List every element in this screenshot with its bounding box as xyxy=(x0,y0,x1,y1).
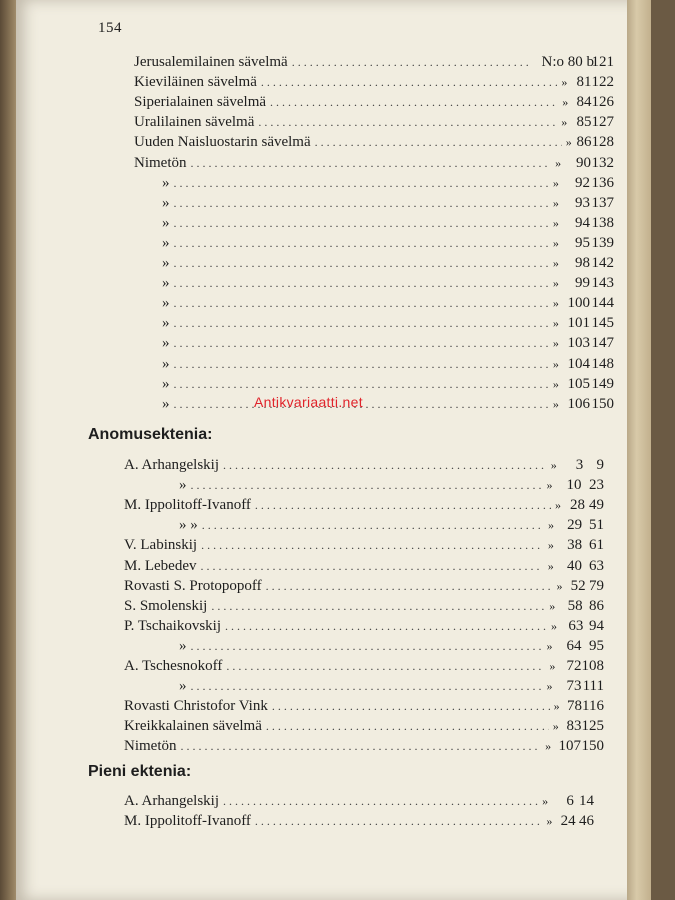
entry-page: 147 xyxy=(591,335,614,352)
dot-leader xyxy=(258,112,557,132)
entry-page: 111 xyxy=(582,678,604,695)
dot-leader xyxy=(181,736,541,756)
entry-name: Jerusalemilainen sävelmä xyxy=(134,54,288,70)
entry-page: 139 xyxy=(591,234,614,251)
entry-name: » xyxy=(162,375,170,392)
dot-leader xyxy=(266,716,549,736)
ditto-mark: » xyxy=(551,618,558,633)
ditto-mark: » xyxy=(553,699,560,714)
dot-leader xyxy=(174,193,548,213)
entry-number: 90 xyxy=(575,154,591,171)
index-row xyxy=(162,293,614,313)
ditto-mark: » xyxy=(547,518,554,533)
entry-name: A. Tschesnokoff xyxy=(124,658,223,674)
entry-name: » xyxy=(179,477,187,494)
entry-page: 63 xyxy=(589,557,604,574)
dot-leader xyxy=(223,455,546,475)
index-row xyxy=(124,535,604,555)
entry-number: 52 xyxy=(570,577,586,594)
index-row xyxy=(162,354,614,374)
ditto-mark: » xyxy=(561,75,568,90)
dot-leader xyxy=(211,596,544,616)
entry-number: 86 xyxy=(576,134,592,151)
index-row xyxy=(134,52,614,72)
entry-page: 150 xyxy=(591,395,614,412)
index-row xyxy=(124,811,594,831)
dot-leader xyxy=(174,273,548,293)
ditto-mark: » xyxy=(545,739,552,754)
entry-page: 145 xyxy=(591,315,614,332)
dot-leader xyxy=(191,153,551,173)
dot-leader xyxy=(191,676,542,696)
dot-leader xyxy=(174,213,548,233)
entry-page: 142 xyxy=(591,255,614,271)
entry-page: 128 xyxy=(591,134,614,151)
dot-leader xyxy=(201,535,543,555)
index-row xyxy=(134,112,614,132)
entry-name: M. Ippolitoff-Ivanoff xyxy=(124,813,251,830)
entry-page: 125 xyxy=(581,718,604,735)
dot-leader xyxy=(191,636,542,656)
entry-name: Rovasti Christofor Vink xyxy=(124,698,268,715)
dot-leader xyxy=(266,576,553,596)
entry-number: 105 xyxy=(567,375,591,392)
ditto-mark: » xyxy=(552,256,559,270)
entry-number: 107 xyxy=(558,738,581,755)
entry-name: Uuden Naisluostarin sävelmä xyxy=(134,134,311,151)
entry-number: 106 xyxy=(567,395,591,412)
ditto-mark: » xyxy=(546,638,553,653)
page-number: 154 xyxy=(98,20,122,36)
dot-leader xyxy=(191,475,542,495)
index-row xyxy=(179,515,604,535)
entry-number: 83 xyxy=(566,718,582,735)
entry-name: » xyxy=(162,255,170,271)
entry-number: 94 xyxy=(575,214,591,231)
index-row xyxy=(124,736,604,756)
entry-page: 148 xyxy=(591,355,614,372)
entry-number: 98 xyxy=(575,255,591,271)
dot-leader xyxy=(315,132,562,152)
index-row xyxy=(134,72,614,92)
entry-page: 61 xyxy=(589,537,605,554)
entry-name: Kreikkalainen sävelmä xyxy=(124,718,262,735)
dot-leader xyxy=(174,313,548,333)
entry-name: » xyxy=(179,678,187,695)
index-row xyxy=(124,576,604,596)
entry-page: 143 xyxy=(591,275,614,292)
entry-number: 64 xyxy=(566,637,582,654)
index-row xyxy=(124,596,604,616)
ditto-mark: » xyxy=(549,598,556,613)
index-row xyxy=(134,132,614,152)
ditto-mark: » xyxy=(552,336,559,351)
dot-leader xyxy=(174,173,548,193)
entry-number: 85 xyxy=(576,114,592,131)
entry-number: 24 xyxy=(560,813,576,830)
index-row xyxy=(124,495,604,515)
entry-name: M. Lebedev xyxy=(124,557,197,574)
index-row xyxy=(162,233,614,253)
ditto-mark: » xyxy=(562,95,569,110)
entry-page: 14 xyxy=(579,793,595,809)
dot-leader xyxy=(174,333,548,353)
entry-page: 86 xyxy=(589,597,604,614)
entry-number: 3 xyxy=(575,457,584,473)
entry-name: » » xyxy=(179,517,198,534)
entry-name: M. Ippolitoff-Ivanoff xyxy=(124,497,251,514)
index-row xyxy=(162,273,614,293)
entry-number: 73 xyxy=(566,678,582,695)
entry-name: » xyxy=(162,335,170,352)
ditto-mark: » xyxy=(565,135,572,150)
entry-name: V. Labinskij xyxy=(124,537,198,554)
entry-page: 116 xyxy=(582,698,604,715)
ditto-mark: » xyxy=(552,215,559,230)
entry-number: 38 xyxy=(567,537,583,554)
dot-leader xyxy=(223,791,538,811)
dot-leader xyxy=(174,354,548,374)
index-row xyxy=(124,716,604,736)
entry-name: Nimetön xyxy=(124,738,177,755)
entry-number: 92 xyxy=(575,174,591,191)
dot-leader xyxy=(200,556,542,576)
entry-number: 103 xyxy=(567,335,591,352)
ditto-mark: » xyxy=(552,175,559,190)
entry-number: 104 xyxy=(567,355,591,372)
entry-page: 150 xyxy=(581,738,604,755)
index-row xyxy=(162,394,614,414)
entry-page: 136 xyxy=(591,174,614,191)
entry-name: » xyxy=(162,355,170,372)
entry-page: 51 xyxy=(589,517,604,534)
dot-leader xyxy=(255,495,551,515)
entry-name: A. Arhangelskij xyxy=(124,457,219,473)
ditto-mark: » xyxy=(549,659,556,673)
entry-page: 79 xyxy=(589,577,604,594)
entry-name: » xyxy=(162,214,170,231)
entry-number: 6 xyxy=(566,793,574,809)
index-row xyxy=(124,556,604,576)
index-row xyxy=(162,173,614,193)
section-heading-pieni-ektenia: Pieni ektenia: xyxy=(88,763,192,780)
index-row xyxy=(124,656,604,676)
entry-page: 137 xyxy=(591,194,614,211)
ditto-mark: » xyxy=(555,155,562,170)
entry-name: » xyxy=(162,395,170,412)
entry-number: 84 xyxy=(576,94,592,111)
entry-number: 10 xyxy=(566,477,582,494)
ditto-mark: » xyxy=(552,235,559,250)
ditto-mark: » xyxy=(550,458,557,472)
index-row xyxy=(134,92,614,112)
index-row xyxy=(179,636,604,656)
entry-number: 40 xyxy=(567,557,583,574)
entry-page: 9 xyxy=(596,457,604,473)
ditto-mark: » xyxy=(547,558,554,573)
dot-leader xyxy=(174,233,548,253)
index-row xyxy=(179,676,604,696)
index-row xyxy=(162,333,614,353)
entry-number: 28 xyxy=(570,497,586,514)
dot-leader xyxy=(202,515,543,535)
dot-leader xyxy=(270,92,558,112)
entry-page: 127 xyxy=(591,114,615,131)
entry-name: » xyxy=(162,194,170,211)
ditto-mark: » xyxy=(552,356,559,371)
entry-name: » xyxy=(162,295,170,312)
dot-leader xyxy=(174,253,548,273)
entry-name: » xyxy=(162,275,170,292)
ditto-mark: » xyxy=(546,478,553,493)
index-row xyxy=(162,313,614,333)
dot-leader xyxy=(225,616,546,636)
index-row xyxy=(162,193,614,213)
entry-number: 81 xyxy=(576,74,592,91)
entry-name: P. Tschaikovskij xyxy=(124,617,222,634)
ditto-mark: » xyxy=(555,498,562,513)
index-row xyxy=(162,374,614,394)
entry-number: N:o 80 b xyxy=(541,54,594,70)
ditto-mark: » xyxy=(561,115,568,130)
entry-page: 122 xyxy=(591,74,614,91)
entry-page: 126 xyxy=(591,94,614,111)
entry-page: 121 xyxy=(591,54,614,70)
entry-name: Siperialainen sävelmä xyxy=(134,94,267,111)
entry-number: 93 xyxy=(575,194,591,211)
index-row xyxy=(179,475,604,495)
entry-name: » xyxy=(179,637,187,654)
entry-number: 95 xyxy=(575,234,591,251)
ditto-mark: » xyxy=(542,794,549,808)
ditto-mark: » xyxy=(556,578,563,593)
entry-number: 58 xyxy=(567,597,583,614)
entry-page: 144 xyxy=(591,295,614,312)
entry-page: 46 xyxy=(578,813,594,830)
index-row xyxy=(124,696,604,716)
entry-page: 23 xyxy=(589,477,604,494)
entry-page: 49 xyxy=(589,497,604,514)
entry-number: 63 xyxy=(568,617,584,634)
index-row xyxy=(134,153,614,173)
entry-page: 138 xyxy=(591,214,614,231)
index-row xyxy=(124,455,604,475)
ditto-mark: » xyxy=(552,296,559,311)
entry-page: 108 xyxy=(581,658,604,674)
book-page xyxy=(16,0,651,900)
dot-leader xyxy=(255,811,542,831)
entry-name: Nimetön xyxy=(134,154,187,171)
index-row xyxy=(124,791,594,811)
dot-leader xyxy=(292,52,532,72)
entry-page: 95 xyxy=(589,637,604,654)
dot-leader xyxy=(272,696,550,716)
dot-leader xyxy=(174,374,548,394)
entry-number: 29 xyxy=(567,517,583,534)
entry-page: 132 xyxy=(591,154,614,171)
index-row xyxy=(124,616,604,636)
entry-page: 149 xyxy=(591,375,614,392)
entry-name: » xyxy=(162,315,170,332)
ditto-mark: » xyxy=(552,276,559,291)
ditto-mark: » xyxy=(552,396,559,411)
entry-number: 101 xyxy=(567,315,591,332)
page-edge xyxy=(627,0,651,900)
ditto-mark: » xyxy=(552,719,559,734)
dot-leader xyxy=(226,656,544,676)
ditto-mark: » xyxy=(552,316,559,331)
index-row xyxy=(162,213,614,233)
ditto-mark: » xyxy=(552,195,559,210)
section-heading-anomusektenia: Anomusektenia: xyxy=(88,426,213,443)
entry-number: 100 xyxy=(567,295,591,312)
entry-number: 72 xyxy=(566,658,582,674)
entry-name: Kieviläinen sävelmä xyxy=(134,74,257,91)
ditto-mark: » xyxy=(547,538,554,553)
entry-name: » xyxy=(162,174,170,191)
entry-number: 99 xyxy=(575,275,591,292)
ditto-mark: » xyxy=(546,679,553,694)
entry-name: » xyxy=(162,234,170,251)
dot-leader xyxy=(174,293,548,313)
entry-number: 78 xyxy=(567,698,583,715)
ditto-mark: » xyxy=(546,814,553,829)
entry-name: A. Arhangelskij xyxy=(124,793,219,809)
entry-page: 94 xyxy=(589,617,604,634)
entry-name: Rovasti S. Protopopoff xyxy=(124,577,262,594)
dot-leader xyxy=(261,72,557,92)
ditto-mark: » xyxy=(552,376,559,391)
watermark: Antikvariaatti.net xyxy=(254,394,363,410)
index-row xyxy=(162,253,614,273)
entry-name: S. Smolenskij xyxy=(124,597,208,614)
entry-name: Uralilainen sävelmä xyxy=(134,114,255,131)
